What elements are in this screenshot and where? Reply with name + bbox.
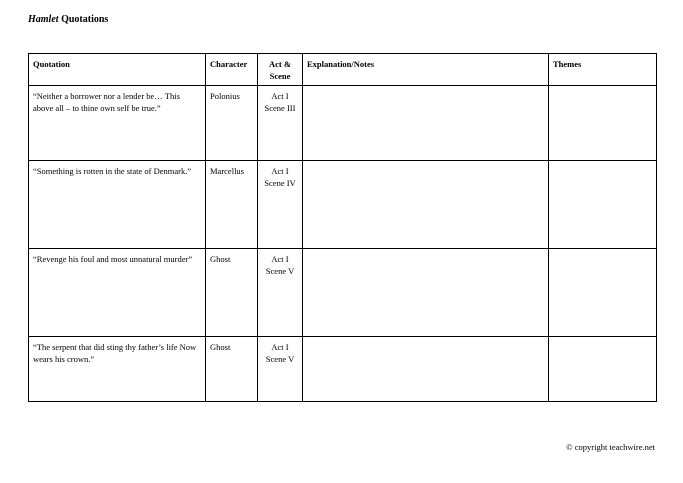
themes-cell[interactable]	[549, 86, 657, 161]
themes-cell[interactable]	[549, 337, 657, 402]
act-scene-cell	[258, 86, 303, 161]
header-quotation: Quotation	[29, 54, 206, 86]
explanation-cell[interactable]	[303, 337, 549, 402]
quotation-cell: “Something is rotten in the state of Denmark.”	[29, 161, 206, 249]
table-row	[29, 86, 657, 161]
character-cell: Ghost	[206, 249, 258, 337]
explanation-cell[interactable]	[303, 161, 549, 249]
themes-cell[interactable]	[549, 249, 657, 337]
scene-text: Scene V	[265, 266, 295, 277]
header-act-line1: Act &	[269, 59, 291, 69]
scene-text: Scene V	[265, 354, 295, 365]
table-row	[29, 337, 657, 402]
table-row	[29, 161, 657, 249]
table-row	[29, 249, 657, 337]
scene-text: Scene III	[264, 103, 296, 114]
act-text: Act I	[271, 91, 289, 101]
act-scene-cell	[258, 249, 303, 337]
header-explanation: Explanation/Notes	[303, 54, 549, 86]
explanation-cell[interactable]	[303, 86, 549, 161]
act-scene-cell	[258, 337, 303, 402]
quotation-cell: “Revenge his foul and most unnatural murder”	[29, 249, 206, 337]
character-cell: Marcellus	[206, 161, 258, 249]
quotations-table	[28, 53, 657, 402]
header-character: Character	[206, 54, 258, 86]
header-act-scene	[258, 54, 303, 86]
table-header-row	[29, 54, 657, 86]
page-title-rest: Quotations	[58, 14, 109, 25]
act-scene-cell	[258, 161, 303, 249]
quotation-cell: “The serpent that did sting thy father’s life Now wears his crown.”	[29, 337, 206, 402]
scene-text: Scene IV	[264, 178, 296, 189]
header-act-line2: Scene	[269, 71, 291, 82]
quotation-cell: “Neither a borrower nor a lender be… This above all – to thine own self be true.”	[29, 86, 206, 161]
explanation-cell[interactable]	[303, 249, 549, 337]
page-title	[28, 14, 108, 25]
header-themes: Themes	[549, 54, 657, 86]
character-cell: Polonius	[206, 86, 258, 161]
character-cell: Ghost	[206, 337, 258, 402]
act-text: Act I	[271, 254, 289, 264]
act-text: Act I	[271, 166, 289, 176]
themes-cell[interactable]	[549, 161, 657, 249]
page-title-italic: Hamlet	[28, 14, 59, 25]
copyright-notice: © copyright teachwire.net	[566, 442, 655, 452]
act-text: Act I	[271, 342, 289, 352]
